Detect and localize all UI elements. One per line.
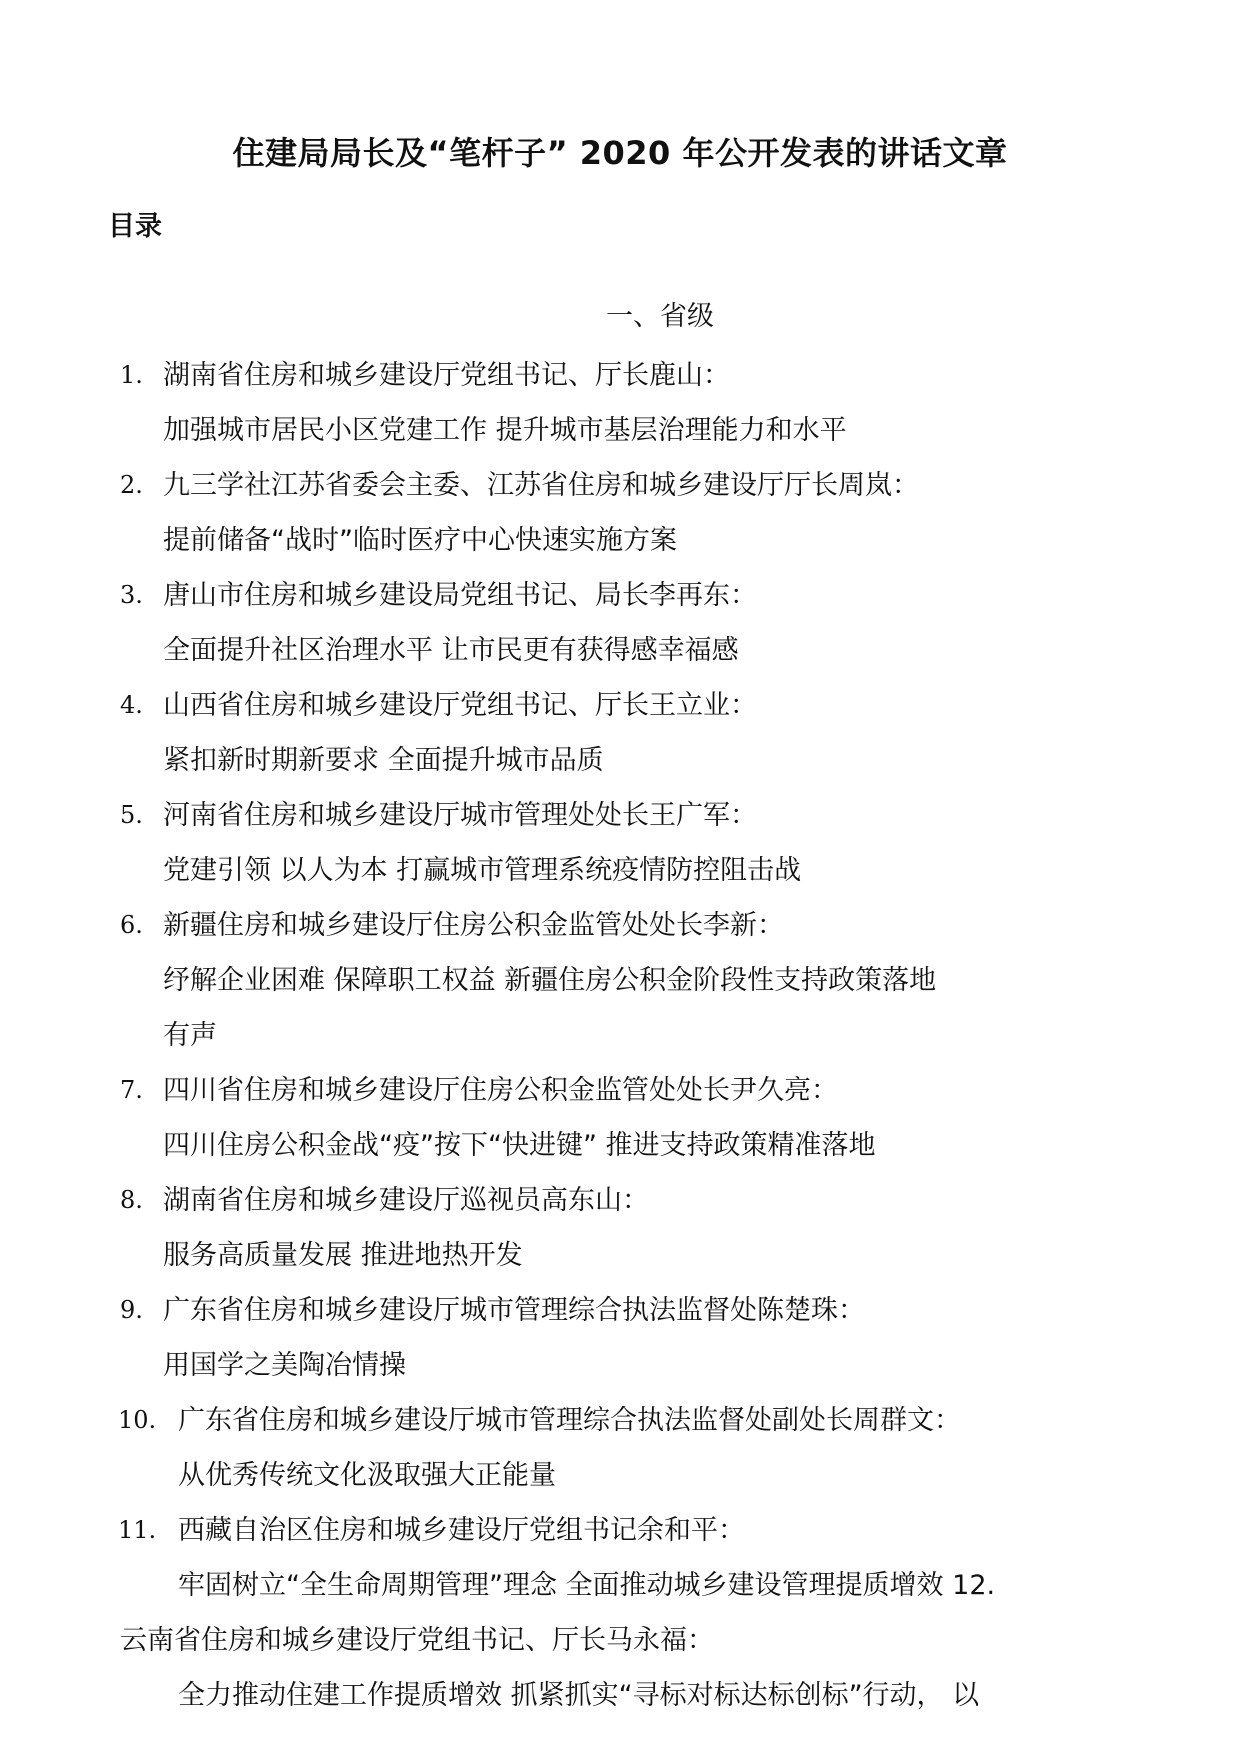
item-author: 山西省住房和城乡建设厅党组书记、厅长王立业： <box>163 690 757 721</box>
item-article-title: 牢固树立“全生命周期管理”理念 全面推动城乡建设管理提质增效 12. <box>178 1570 996 1601</box>
item-author: 西藏自治区住房和城乡建设厅党组书记余和平： <box>178 1515 745 1546</box>
toc-item <box>0 1063 1240 1173</box>
toc-item <box>0 788 1240 898</box>
toc-item <box>0 1283 1240 1393</box>
item-number: 7. <box>120 1076 143 1104</box>
toc-item-tail <box>0 1613 1240 1723</box>
toc-item <box>0 1503 1240 1613</box>
toc-item <box>0 568 1240 678</box>
document-title: 住建局局长及“笔杆子” 2020 年公开发表的讲话文章 <box>232 134 1008 172</box>
item-article-title: 四川住房公积金战“疫”按下“快进键” 推进支持政策精准落地 <box>163 1130 876 1161</box>
item-article-title: 紧扣新时期新要求 全面提升城市品质 <box>163 745 604 776</box>
item-article-title: 服务高质量发展 推进地热开发 <box>163 1240 523 1271</box>
item-author: 新疆住房和城乡建设厅住房公积金监管处处长李新： <box>163 910 784 941</box>
item-author: 河南省住房和城乡建设厅城市管理处处长王广军： <box>163 800 757 831</box>
item-number: 10. <box>118 1406 157 1434</box>
item-article-title: 用国学之美陶冶情操 <box>163 1350 406 1381</box>
item-number: 11. <box>118 1516 157 1544</box>
toc-item <box>0 1393 1240 1503</box>
item-number: 4. <box>120 691 143 719</box>
item-author: 唐山市住房和城乡建设局党组书记、局长李再东： <box>163 580 757 611</box>
item-author: 湖南省住房和城乡建设厅巡视员高东山： <box>163 1185 649 1216</box>
item-number: 2. <box>120 471 143 499</box>
item-article-title: 纾解企业困难 保障职工权益 新疆住房公积金阶段性支持政策落地 <box>163 965 937 996</box>
item-number: 1. <box>120 361 143 389</box>
section-heading: 一、省级 <box>606 301 714 332</box>
item-number: 3. <box>120 581 143 609</box>
item-number: 8. <box>120 1186 143 1214</box>
item-article-title: 党建引领 以人为本 打赢城市管理系统疫情防控阻击战 <box>163 855 802 886</box>
item-article-title: 全力推动住建工作提质增效 抓紧抓实“寻标对标达标创标”行动， 以 <box>178 1680 980 1711</box>
item-number: 5. <box>120 801 143 829</box>
item-article-title: 全面提升社区治理水平 让市民更有获得感幸福感 <box>163 635 739 666</box>
item-author: 四川省住房和城乡建设厅住房公积金监管处处长尹久亮： <box>163 1075 838 1106</box>
item-article-title: 从优秀传统文化汲取强大正能量 <box>178 1460 556 1491</box>
item-author: 云南省住房和城乡建设厅党组书记、厅长马永福： <box>120 1625 714 1656</box>
item-author: 广东省住房和城乡建设厅城市管理综合执法监督处陈楚珠： <box>163 1295 865 1326</box>
toc-heading: 目录 <box>108 211 162 242</box>
toc-item <box>0 458 1240 568</box>
item-article-title: 加强城市居民小区党建工作 提升城市基层治理能力和水平 <box>163 415 847 446</box>
item-article-title-continued: 有声 <box>163 1020 217 1051</box>
item-number: 9. <box>120 1296 143 1324</box>
toc-item <box>0 898 1240 1063</box>
toc-list <box>0 348 1240 1723</box>
item-number: 6. <box>120 911 143 939</box>
toc-item <box>0 348 1240 458</box>
toc-item <box>0 678 1240 788</box>
item-author: 广东省住房和城乡建设厅城市管理综合执法监督处副处长周群文： <box>178 1405 961 1436</box>
item-author: 湖南省住房和城乡建设厅党组书记、厅长鹿山： <box>163 360 730 391</box>
item-author: 九三学社江苏省委会主委、江苏省住房和城乡建设厅厅长周岚： <box>163 470 919 501</box>
item-article-title: 提前储备“战时”临时医疗中心快速实施方案 <box>163 525 677 556</box>
toc-item <box>0 1173 1240 1283</box>
